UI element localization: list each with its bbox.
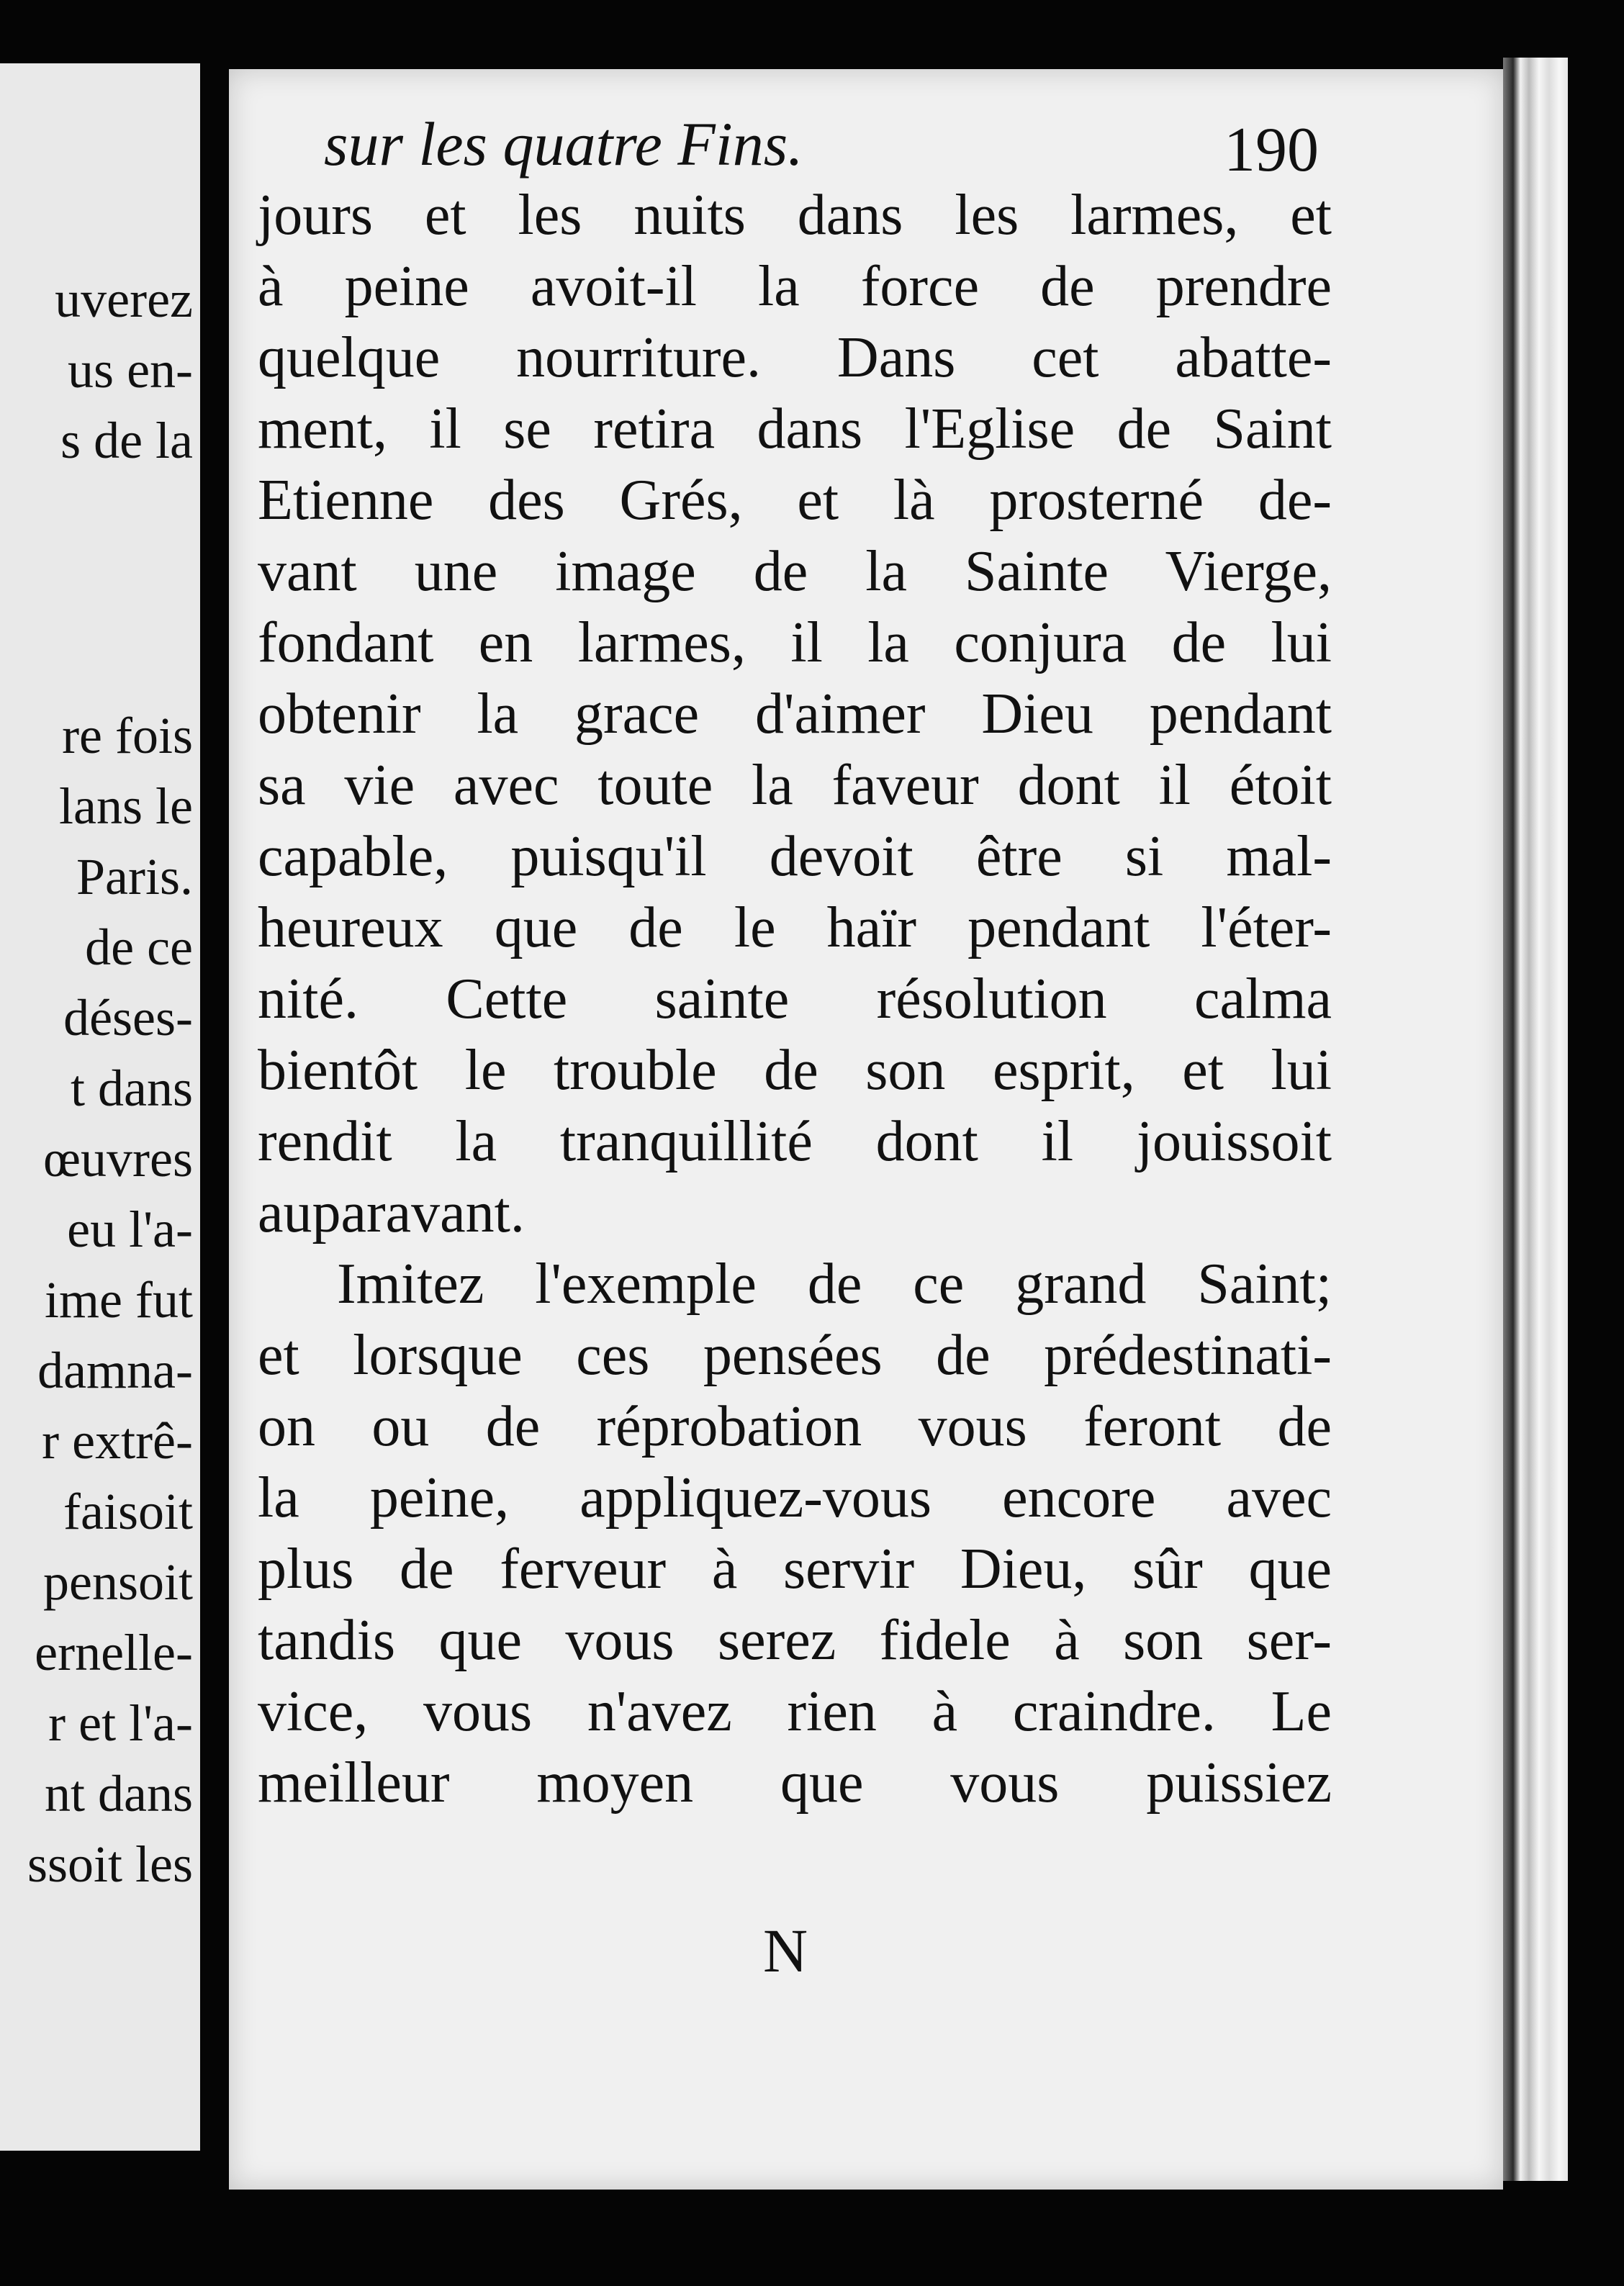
text-line: à peine avoit-il la force de prendre [258,255,1332,318]
left-page-line: œuvres [43,1130,193,1188]
left-page-line: de ce [85,918,193,976]
text-line: obtenir la grace d'aimer Dieu pendant [258,682,1332,746]
left-page-line: ime fut [45,1271,193,1329]
running-head: sur les quatre Fins. [324,109,803,179]
text-line: capable, puisqu'il devoit être si mal- [258,825,1332,888]
text-line: Imitez l'exemple de ce grand Saint; [337,1252,1332,1316]
text-line: auparavant. [258,1181,525,1244]
text-line: quelque nourriture. Dans cet abatte- [258,326,1332,389]
text-line: tandis que vous serez fidele à son ser- [258,1609,1332,1672]
left-page-line: us en- [68,341,193,399]
left-page-line: pensoit [43,1553,193,1611]
left-page-line: r et l'a- [48,1694,193,1752]
text-line: et lorsque ces pensées de prédestinati- [258,1324,1332,1387]
page-number: 190 [1224,115,1319,185]
text-line: Etienne des Grés, et là prosterné de- [258,469,1332,532]
text-line: vant une image de la Sainte Vierge, [258,540,1332,603]
page-edges [1503,58,1568,2181]
left-page-line: damna- [37,1342,193,1399]
text-line: jours et les nuits dans les larmes, et [258,184,1332,247]
text-line: ment, il se retira dans l'Eglise de Saint [258,397,1332,461]
text-line: bientôt le trouble de son esprit, et lui [258,1039,1332,1102]
left-page-line: uverez [55,271,193,328]
text-line: heureux que de le haïr pendant l'éter- [258,896,1332,959]
text-line: la peine, appliquez-vous encore avec [258,1466,1332,1530]
left-page-line: déses- [63,989,193,1047]
text-line: rendit la tranquillité dont il jouissoit [258,1110,1332,1173]
left-page-line: eu l'a- [67,1201,193,1258]
text-line: vice, vous n'avez rien à craindre. Le [258,1680,1332,1743]
previous-page-fragment [0,63,200,2151]
text-line: nité. Cette sainte résolution calma [258,967,1332,1031]
left-page-line: r extrê- [42,1412,193,1470]
left-page-line: Paris. [76,848,193,905]
left-page-line: ernelle- [35,1624,193,1681]
body-text [258,180,1332,1819]
left-page-line: faisoit [63,1483,193,1540]
text-line: sa vie avec toute la faveur dont il étoit [258,754,1332,817]
left-page-line: nt dans [45,1765,193,1822]
left-page-line: re fois [62,707,193,764]
text-line: on ou de réprobation vous feront de [258,1395,1332,1458]
text-line: plus de ferveur à servir Dieu, sûr que [258,1537,1332,1601]
left-page-line: t dans [71,1060,193,1117]
left-page-line: s de la [60,412,193,469]
text-line: meilleur moyen que vous puissiez [258,1751,1332,1815]
left-page-line: lans le [59,777,193,835]
signature-mark: N [763,1916,808,1985]
text-line: fondant en larmes, il la conjura de lui [258,611,1332,674]
left-page-line: ssoit les [27,1835,193,1893]
